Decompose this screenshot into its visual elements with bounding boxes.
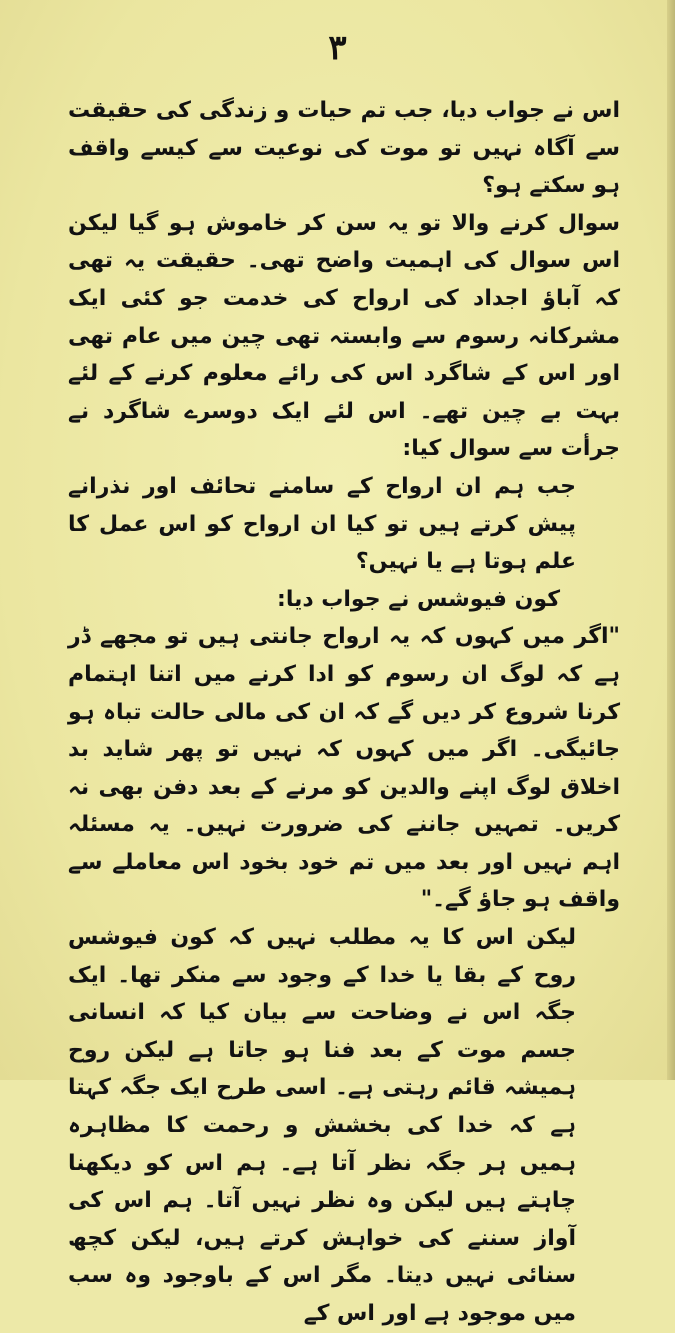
page-edge [667,0,675,1080]
paragraph-quotation: "اگر میں کہوں کہ یہ ارواح جانتی ہیں تو مجھے ڈر ہے کہ لوگ ان رسوم کو ادا کرنے میں اتنا اہتمام کرنا شروع کر دیں گے کہ ان کی مالی حالت تباہ ہو جائیگی۔ اگر میں کہوں کہ نہیں تو پھر شاید بد اخلاق لوگ اپنے والدین کو مرنے کے بعد دفن بھی نہ کریں۔ تمہیں جاننے کی ضرورت نہیں۔ یہ مسئلہ اہم نہیں اور بعد میں تم خود بخود اس معاملے سے واقف ہو جاؤ گے۔" [68,624,620,913]
paragraph-answer: اس نے جواب دیا، جب تم حیات و زندگی کی حقیقت سے آگاہ نہیں تو موت کی نوعیت سے کیسے واقف ہو سکتے ہو؟ [68,98,620,199]
paragraph-speaker-line: کون فیوشس نے جواب دیا: [277,586,560,612]
paragraph-question-context: سوال کرنے والا تو یہ سن کر خاموش ہو گیا لیکن اس سوال کی اہمیت واضح تھی۔ حقیقت یہ تھی کہ آباؤ اجداد کی ارواح کی خدمت جو کئی ایک مشرکانہ رسوم سے وابستہ تھی چین میں عام تھی اور اس کے شاگرد اس کی رائے معلوم کرنے کے لئے بہت بے چین تھے۔ اس لئے ایک دوسرے شاگرد نے جرأت سے سوال کیا: [68,210,620,462]
paragraph-second-question: جب ہم ان ارواح کے سامنے تحائف اور نذرانے پیش کرتے ہیں تو کیا ان ارواح کو اس عمل کا علم ہوتا ہے یا نہیں؟ [68,473,576,575]
paragraph-explanation: لیکن اس کا یہ مطلب نہیں کہ کون فیوشس روح کے بقا یا خدا کے وجود سے منکر تھا۔ ایک جگہ اس نے وضاحت سے بیان کیا کہ انسانی جسم موت کے بعد فنا ہو جاتا ہے لیکن روح ہمیشہ قائم رہتی ہے۔ اسی طرح ایک جگہ کہتا ہے کہ خدا کی بخشش و رحمت کا مظاہرہ ہمیں ہر جگہ نظر آتا ہے۔ ہم اس کو دیکھنا چاہتے ہیں لیکن وہ نظر نہیں آتا۔ ہم اس کی آواز سننے کی خواہش کرتے ہیں، لیکن کچھ سنائی نہیں دیتا۔ مگر اس کے باوجود وہ سب میں موجود ہے اور اس کے [68,925,576,1326]
page-body [68,92,620,1333]
page-number: ۳ [328,28,347,68]
